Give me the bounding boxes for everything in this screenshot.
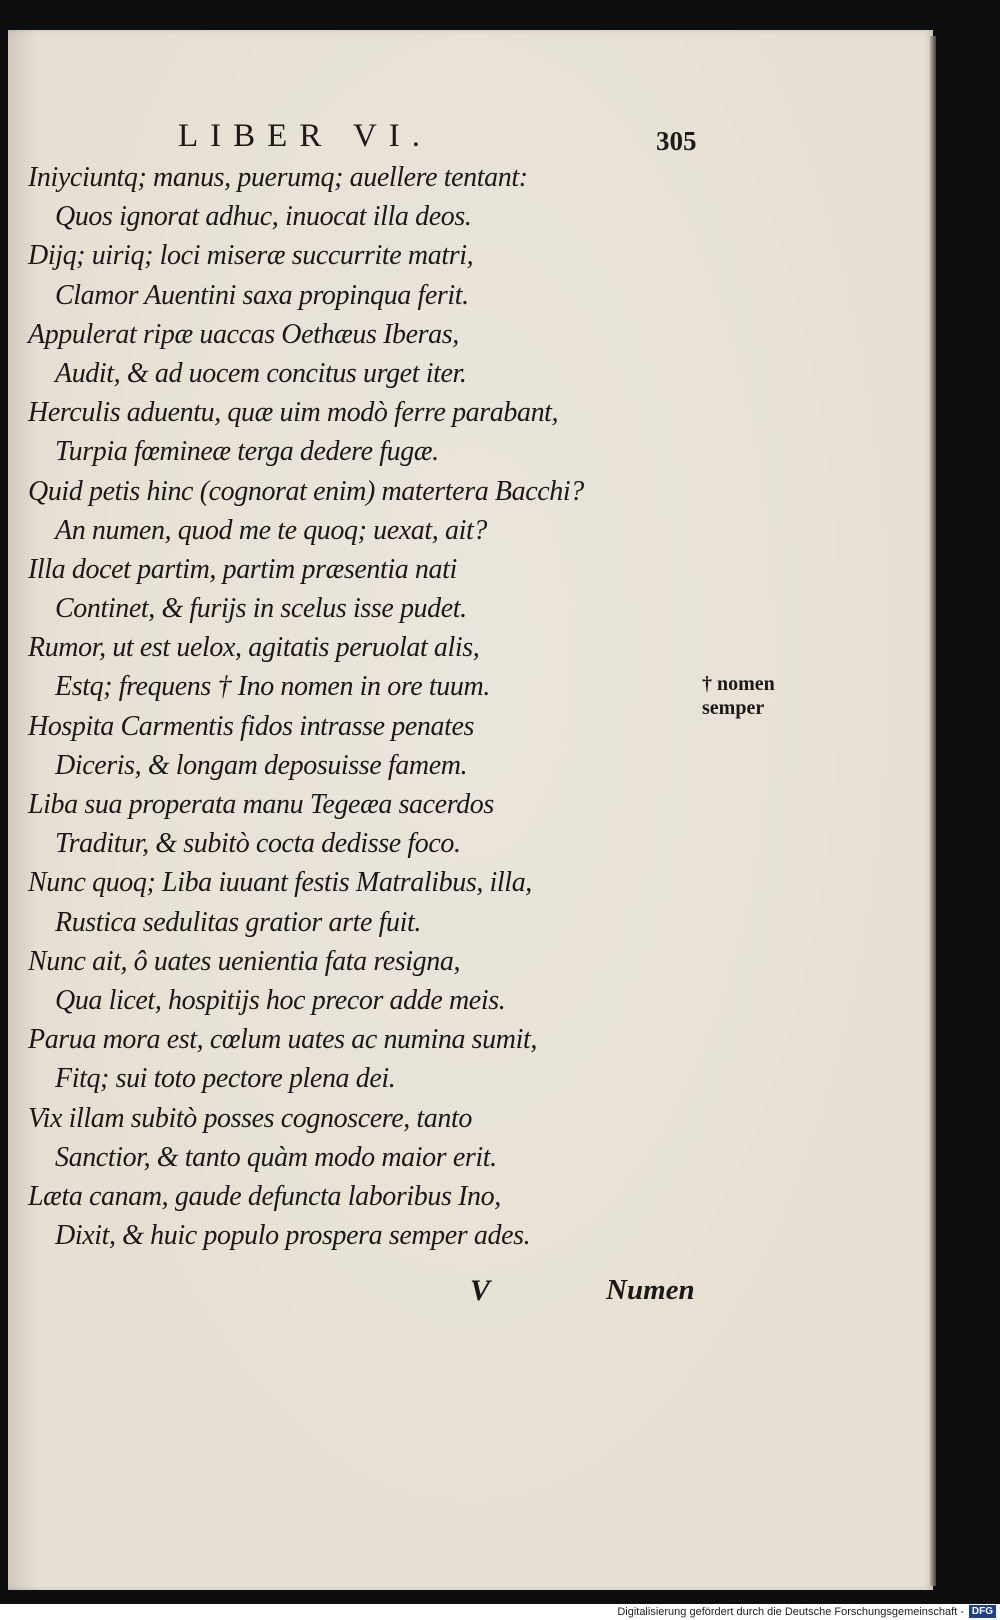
catchword: Numen [606,1274,695,1306]
verse-line: Sanctior, & tanto quàm modo maior erit. [55,1141,497,1173]
verse-line: Nunc ait, ô uates uenientia fata resigna, [28,945,461,977]
verse-line: Appulerat ripæ uaccas Oethæus Iberas, [28,318,459,350]
verse-line: Quos ignorat adhuc, inuocat illa deos. [55,201,472,233]
verse-line: Audit, & ad uocem concitus urget iter. [55,357,467,389]
verse-line: Turpia fœmineæ terga dedere fugæ. [55,436,439,468]
verse-line: Dixit, & huic populo prospera semper ades. [55,1220,531,1252]
verse-line: Parua mora est, cœlum uates ac numina sumit, [28,1024,537,1056]
running-title: LIBER VI. [178,118,433,154]
verse-line: Qua licet, hospitijs hoc precor adde meis. [55,984,506,1016]
verse-line: Hospita Carmentis fidos intrasse penates [28,710,475,742]
verse-line: Nunc quoq; Liba iuuant festis Matralibus, illa, [28,867,532,899]
marginal-note-line: semper [702,697,765,719]
verse-line: Quid petis hinc (cognorat enim) matertera Bacchi? [28,475,584,507]
page-edge [930,36,936,1586]
funding-credit: Digitalisierung gefördert durch die Deutsche Forschungsgemeinschaft - [617,1606,964,1618]
verse-line: Traditur, & subitò cocta dedisse foco. [55,828,461,860]
verse-line: An numen, quod me te quoq; uexat, ait? [55,514,487,546]
verse-line: Dijq; uiriq; loci miseræ succurrite matri, [28,240,474,272]
verse-line: Clamor Auentini saxa propinqua ferit. [55,279,469,311]
verse-text [28,158,668,1255]
verse-line: Herculis aduentu, quæ uim modò ferre parabant, [28,397,559,429]
page-number: 305 [656,126,697,156]
verse-line: Rustica sedulitas gratior arte fuit. [55,906,421,938]
verse-line: Iniyciuntq; manus, puerumq; auellere tentant: [28,162,528,193]
dfg-logo: DFG [969,1605,996,1618]
marginal-note [702,672,775,720]
verse-line: Estq; frequens † Ino nomen in ore tuum. [55,671,490,703]
page-header [0,118,1000,158]
verse-line: Continet, & furijs in scelus isse pudet. [55,593,467,625]
verse-line: Vix illam subitò posses cognoscere, tanto [28,1102,472,1134]
verse-line: Liba sua properata manu Tegeæa sacerdos [28,789,494,820]
verse-line: Fitq; sui toto pectore plena dei. [55,1063,396,1095]
verse-line: Læta canam, gaude defuncta laboribus Ino, [28,1180,501,1212]
verse-line: Rumor, ut est uelox, agitatis peruolat alis, [28,632,480,664]
signature-mark: V [470,1274,491,1307]
verse-line: Diceris, & longam deposuisse famem. [55,749,468,781]
marginal-note-line: † nomen [702,673,775,695]
verse-line: Illa docet partim, partim præsentia nati [28,553,457,585]
